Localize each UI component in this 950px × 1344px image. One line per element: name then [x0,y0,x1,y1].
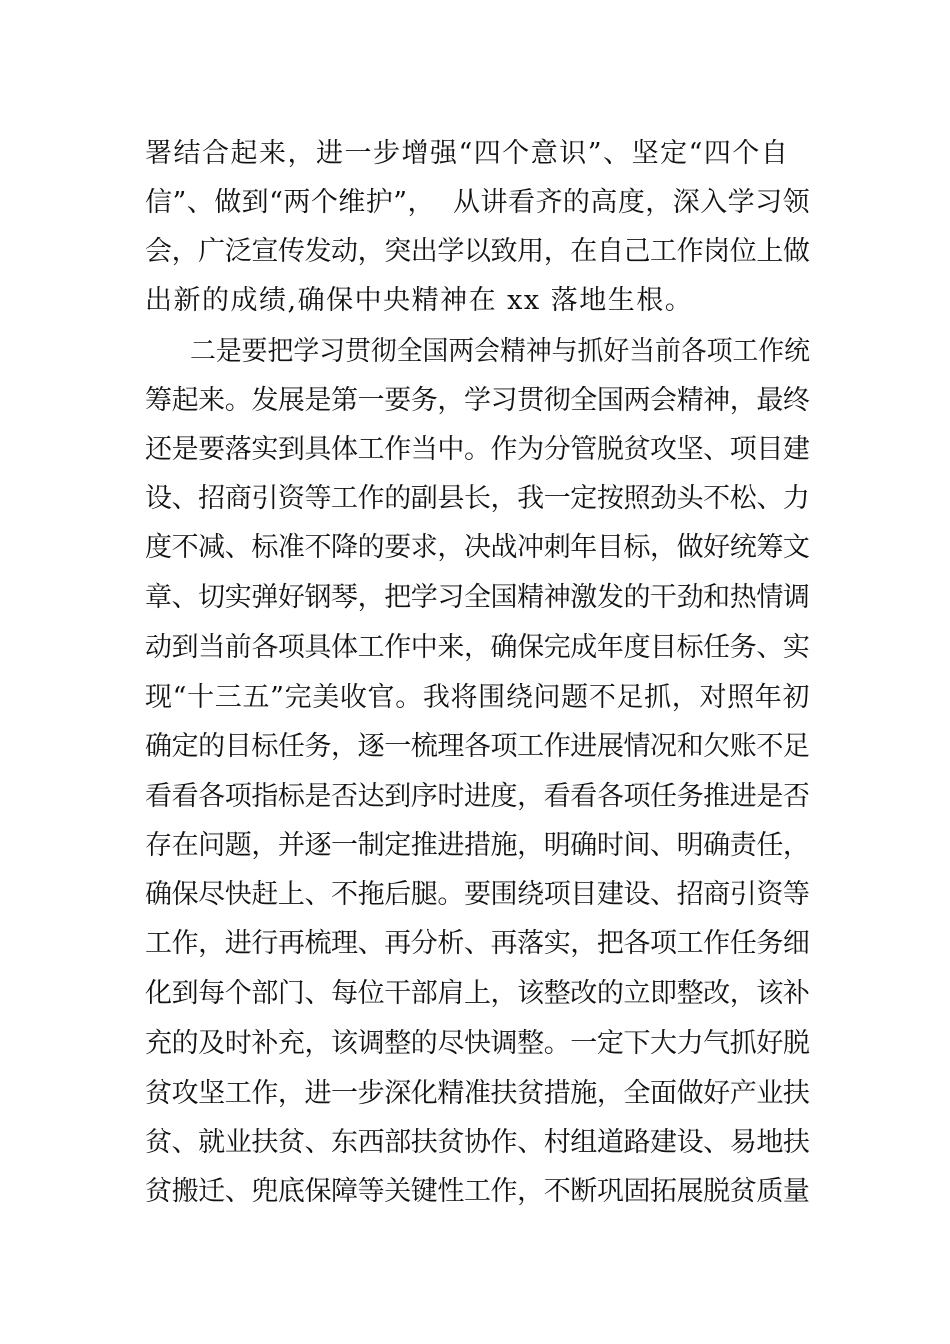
text-line: 存在问题，并逐一制定推进措施，明确时间、明确责任， [145,830,810,861]
text-line: 贫、就业扶贫、东西部扶贫协作、村组道路建设、易地扶 [145,1127,810,1158]
text-line: 工作，进行再梳理、再分析、再落实，把各项工作任务细 [145,928,810,959]
text-line: 确保尽快赶上、不拖后腿。要围绕项目建设、招商引资等 [145,879,810,910]
text-line: 看看各项指标是否达到序时进度，看看各项任务推进是否 [145,781,810,812]
text-line: 信”、做到“两个维护”， 从讲看齐的高度，深入学习领 [145,187,811,218]
text-line: 还是要落实到具体工作当中。作为分管脱贫攻坚、项目建 [145,434,810,465]
text-line: 化到每个部门、每位干部肩上，该整改的立即整改，该补 [145,978,810,1009]
text-line: 贫攻坚工作，进一步深化精准扶贫措施，全面做好产业扶 [145,1078,810,1109]
text-line: 设、招商引资等工作的副县长，我一定按照劲头不松、力 [145,483,810,514]
text-line: 章、切实弹好钢琴，把学习全国精神激发的干劲和热情调 [145,582,810,613]
text-line: 现“十三五”完美收官。我将围绕问题不足抓，对照年初 [145,682,811,713]
text-line: 筹起来。发展是第一要务，学习贯彻全国两会精神，最终 [145,385,810,416]
text-line: 动到当前各项具体工作中来，确保完成年度目标任务、实 [145,632,810,663]
text-line: 确定的目标任务，逐一梳理各项工作进展情况和欠账不足 [145,731,810,762]
text-line: 出新的成绩,确保中央精神在 xx 落地生根。 [145,285,694,316]
text-line: 充的及时补充，该调整的尽快调整。一定下大力气抓好脱 [145,1028,810,1059]
text-line: 会，广泛宣传发动，突出学以致用，在自己工作岗位上做 [145,236,810,267]
text-line: 度不减、标准不降的要求，决战冲刺年目标，做好统筹文 [145,532,810,563]
paragraph-first-line: 二是要把学习贯彻全国两会精神与抓好当前各项工作统 [190,336,810,367]
text-line: 贫搬迁、兜底保障等关键性工作，不断巩固拓展脱贫质量 [145,1176,810,1207]
text-line: 署结合起来，进一步增强“四个意识”、坚定“四个自 [145,138,790,169]
